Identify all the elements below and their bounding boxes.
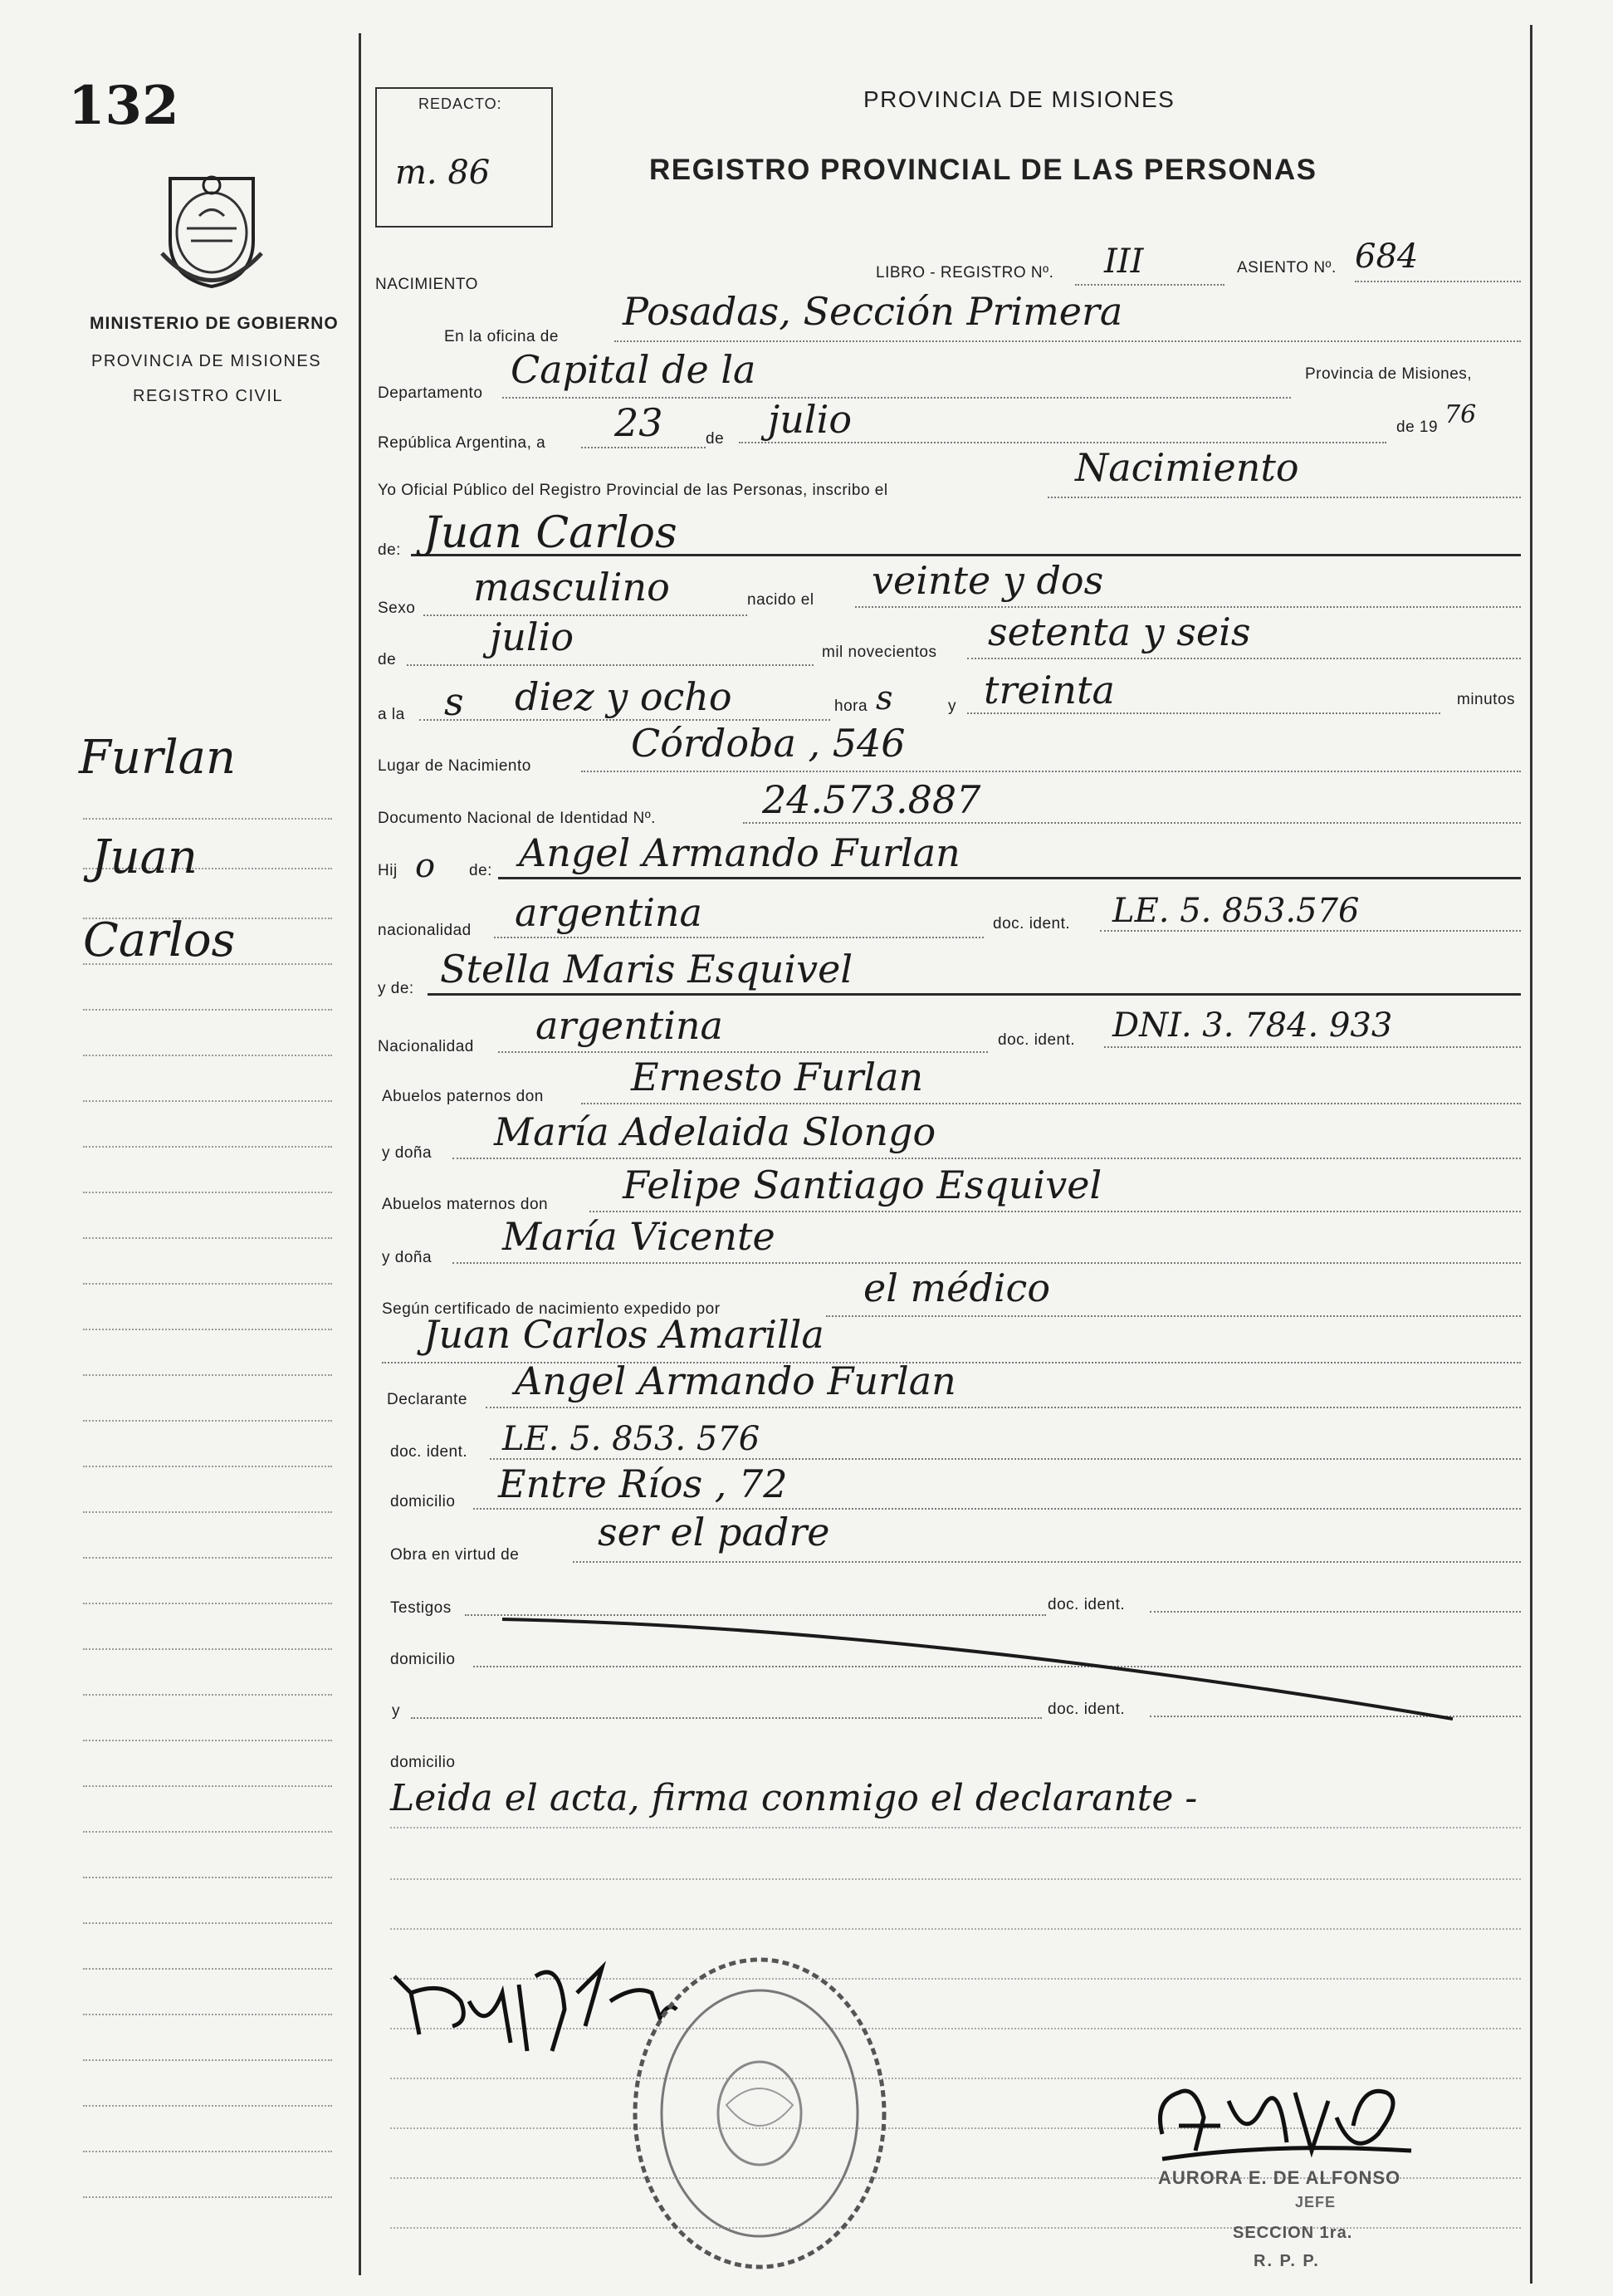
nac1-label: nacionalidad [378, 922, 472, 939]
ministry-label: MINISTERIO DE GOBIERNO [90, 314, 339, 333]
mil-label: mil novecientos [822, 644, 937, 661]
redacto-box [375, 87, 553, 228]
cancel-line [498, 1611, 1461, 1727]
margin-divider [359, 33, 361, 2275]
sexo-value: masculino [473, 565, 670, 609]
departamento-value: Capital de la [511, 347, 756, 392]
cert-value-2: Juan Carlos Amarilla [423, 1312, 824, 1357]
hora-suffix-value: s [876, 679, 893, 717]
stamp-line-4: R. P. P. [1254, 2252, 1320, 2270]
sexo-label: Sexo [378, 600, 416, 617]
name-value: Juan Carlos [423, 508, 677, 558]
y2-label: y [392, 1702, 400, 1720]
oficial-label: Yo Oficial Público del Registro Provincial de las Personas, inscribo el [378, 482, 888, 499]
donam-label: y doña [382, 1249, 433, 1266]
year-label: de 19 [1396, 419, 1439, 436]
libro-value: III [1104, 242, 1144, 281]
y-label: y [948, 698, 956, 715]
hora-words-value: diez y ocho [515, 674, 732, 719]
departamento-label: Departamento [378, 384, 483, 402]
domicilio-value: Entre Ríos , 72 [498, 1461, 788, 1506]
domicilio-label: domicilio [390, 1493, 456, 1510]
abp-label: Abuelos paternos don [382, 1088, 544, 1105]
margin-first-name: Juan [91, 830, 198, 884]
nac2-label: Nacionalidad [378, 1038, 474, 1055]
header-title: REGISTRO PROVINCIAL DE LAS PERSONAS [649, 154, 1317, 186]
stamp-line-3: SECCION 1ra. [1233, 2224, 1353, 2242]
ala-value: s [444, 679, 464, 724]
mother-value: Stella Maris Esquivel [440, 947, 853, 991]
domicilio2-label: domicilio [390, 1651, 456, 1668]
de-label: de [706, 430, 725, 448]
hora-label: hora [834, 698, 868, 715]
nacimiento-label: NACIMIENTO [375, 276, 478, 293]
min-words-value: treinta [984, 668, 1115, 712]
hijo-suffix-value: o [415, 847, 436, 885]
asiento-value: 684 [1355, 237, 1419, 276]
abm-label: Abuelos maternos don [382, 1196, 549, 1213]
doc2-value: DNI. 3. 784. 933 [1112, 1006, 1393, 1045]
abm-value: Felipe Santiago Esquivel [623, 1163, 1102, 1207]
header-province: PROVINCIA DE MISIONES [863, 86, 1176, 112]
asiento-label: ASIENTO Nº. [1237, 259, 1337, 277]
closing-text: Leida el acta, firma conmigo el declarante - [390, 1777, 1198, 1819]
obra-label: Obra en virtud de [390, 1546, 520, 1564]
nacido-value: veinte y dos [872, 558, 1104, 603]
libro-label: LIBRO - REGISTRO Nº. [876, 264, 1054, 281]
dni-label: Documento Nacional de Identidad Nº. [378, 810, 656, 827]
yde-label: y de: [378, 980, 414, 997]
doc4-label: doc. ident. [1048, 1596, 1126, 1613]
official-signature-text [1162, 2142, 1167, 2143]
declarante-label: Declarante [387, 1391, 467, 1408]
cert-label: Según certificado de nacimiento expedido por [382, 1300, 721, 1318]
stamp-line-1: AURORA E. DE ALFONSO [1158, 2167, 1401, 2188]
nac1-value: argentina [515, 890, 702, 935]
doc3-value: LE. 5. 853. 576 [502, 1420, 760, 1458]
hijo-de-label: de: [469, 862, 492, 879]
doc2-label: doc. ident. [998, 1031, 1076, 1049]
provincia-label: Provincia de Misiones, [1305, 365, 1473, 383]
redacto-label: REDACTO: [418, 95, 502, 112]
coat-of-arms-emblem [149, 162, 274, 295]
year-value: 76 [1444, 400, 1477, 429]
donap-label: y doña [382, 1144, 433, 1162]
declarante-value: Angel Armando Furlan [515, 1359, 956, 1403]
margin-surname: Furlan [79, 731, 237, 785]
year-words-value: setenta y seis [988, 609, 1251, 654]
donam-value: María Vicente [502, 1214, 775, 1259]
testigos-label: Testigos [390, 1599, 452, 1617]
nacido-label: nacido el [747, 591, 814, 609]
cert-value: el médico [863, 1265, 1051, 1310]
official-seal [618, 1947, 901, 2279]
province-left-label: PROVINCIA DE MISIONES [91, 352, 322, 370]
month-value: julio [768, 397, 853, 442]
declarante-signature-text [498, 2059, 501, 2060]
right-border [1530, 25, 1532, 2284]
oficina-value: Posadas, Sección Primera [623, 289, 1123, 334]
oficina-label: En la oficina de [444, 328, 559, 345]
lugar-value: Córdoba , 546 [631, 721, 906, 766]
doc1-label: doc. ident. [993, 915, 1071, 933]
ala-label: a la [378, 706, 405, 723]
redacto-value: m. 86 [395, 154, 491, 192]
doc1-value: LE. 5. 853.576 [1112, 892, 1360, 930]
doc5-label: doc. ident. [1048, 1701, 1126, 1718]
day-value: 23 [614, 400, 663, 445]
lugar-label: Lugar de Nacimiento [378, 757, 531, 775]
nac2-value: argentina [535, 1003, 723, 1048]
oficial-value: Nacimiento [1075, 445, 1299, 490]
abp-value: Ernesto Furlan [631, 1055, 924, 1099]
father-value: Angel Armando Furlan [519, 830, 960, 875]
de2-label: de: [378, 541, 401, 559]
republica-label: República Argentina, a [378, 434, 546, 452]
registro-civil-label: REGISTRO CIVIL [133, 387, 284, 405]
donap-value: María Adelaida Slongo [494, 1109, 936, 1154]
de3-label: de [378, 651, 397, 668]
hijo-label: Hij [378, 862, 398, 879]
minutos-label: minutos [1457, 691, 1516, 708]
obra-value: ser el padre [598, 1510, 830, 1554]
month2-value: julio [490, 614, 574, 659]
margin-second-name: Carlos [83, 913, 236, 967]
stamp-line-2: JEFE [1295, 2194, 1337, 2210]
page-number: 132 [68, 75, 179, 137]
dni-value: 24.573.887 [762, 777, 981, 822]
doc3-label: doc. ident. [390, 1443, 468, 1461]
domicilio3-label: domicilio [390, 1754, 456, 1771]
